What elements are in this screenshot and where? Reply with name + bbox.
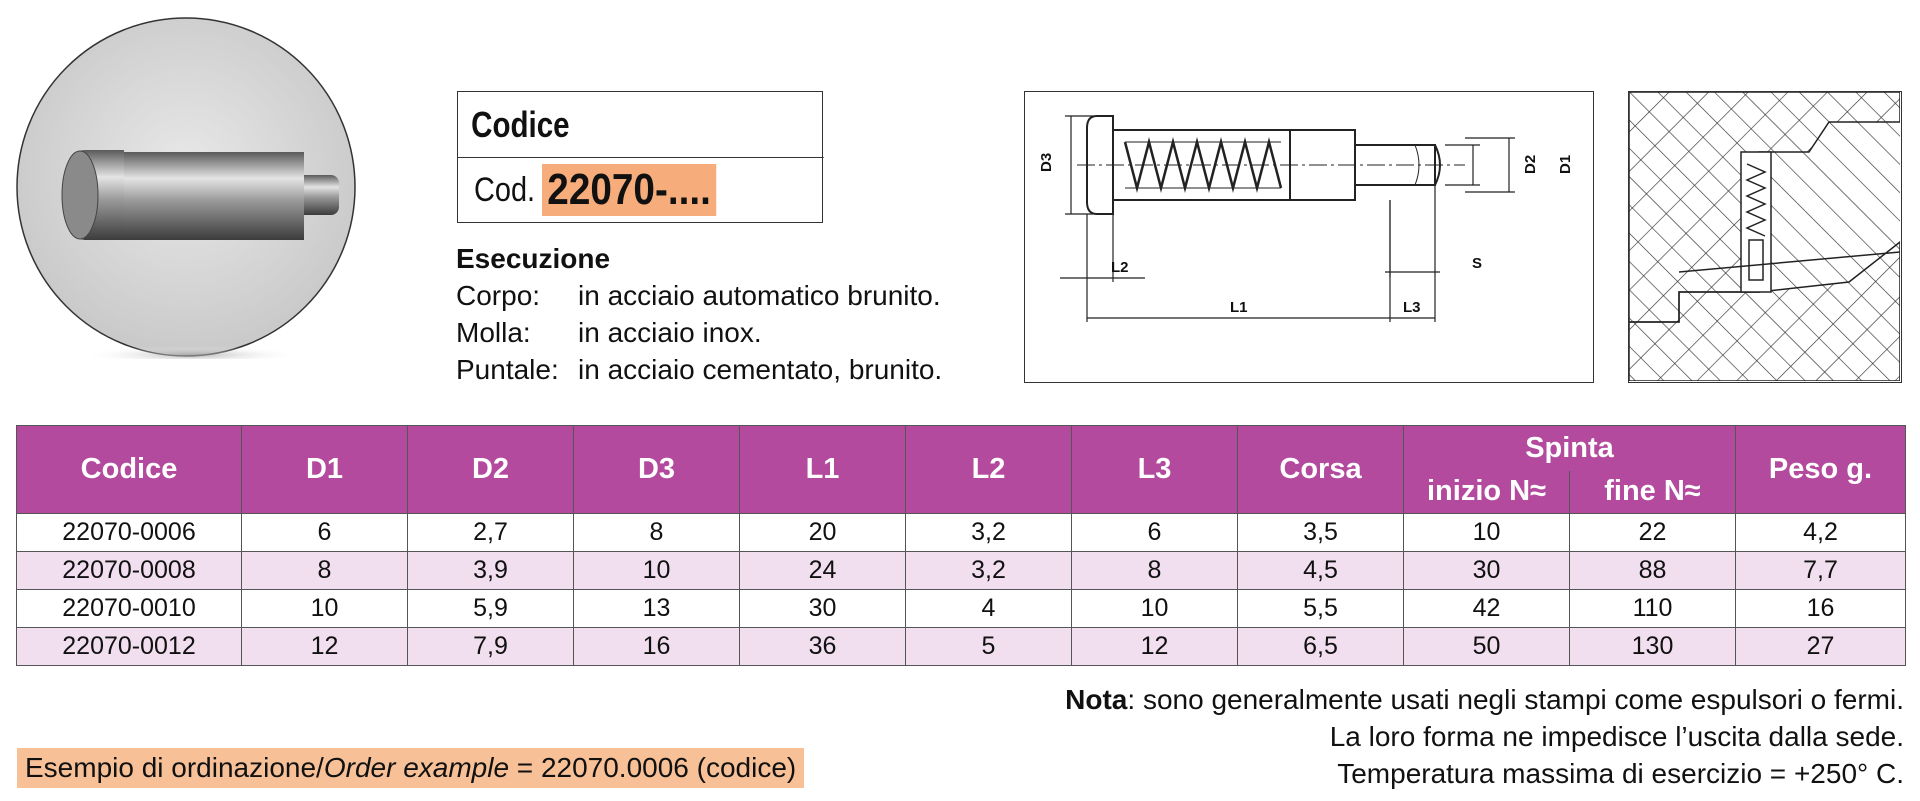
table-cell: 22	[1570, 514, 1736, 552]
table-cell: 3,9	[408, 552, 574, 590]
cod-label: Cod.	[474, 170, 536, 209]
dim-l3-label: L3	[1403, 299, 1421, 316]
dim-l1-label: L1	[1230, 299, 1248, 316]
table-cell: 10	[242, 590, 408, 628]
table-cell: 7,9	[408, 628, 574, 666]
col-header-inizio: inizio N≈	[1404, 471, 1570, 514]
dim-l2-label: L2	[1111, 259, 1129, 276]
table-cell: 6,5	[1238, 628, 1404, 666]
execution-section	[456, 240, 942, 388]
technical-drawing	[1024, 91, 1594, 383]
col-header-spinta: Spinta	[1404, 426, 1736, 471]
table-cell: 4	[906, 590, 1072, 628]
col-header-d3: D3	[574, 426, 740, 514]
table-cell-code: 22070-0006	[17, 514, 242, 552]
table-cell: 4,5	[1238, 552, 1404, 590]
table-cell: 5	[906, 628, 1072, 666]
table-cell: 8	[574, 514, 740, 552]
product-photo	[14, 15, 358, 359]
table-cell: 4,2	[1736, 514, 1906, 552]
col-header-d2: D2	[408, 426, 574, 514]
table-row	[17, 552, 1906, 590]
execution-label: Corpo:	[456, 280, 541, 311]
table-row	[17, 590, 1906, 628]
execution-row	[456, 314, 942, 351]
table-cell: 10	[1404, 514, 1570, 552]
col-header-l2: L2	[906, 426, 1072, 514]
table-cell: 3,2	[906, 514, 1072, 552]
execution-title: Esecuzione	[456, 243, 611, 274]
note-label: Nota	[1065, 684, 1128, 715]
table-cell-code: 22070-0008	[17, 552, 242, 590]
table-cell: 5,9	[408, 590, 574, 628]
execution-text: in acciaio inox.	[578, 317, 762, 348]
table-cell: 12	[242, 628, 408, 666]
table-cell: 110	[1570, 590, 1736, 628]
table-cell: 2,7	[408, 514, 574, 552]
note-section	[1065, 681, 1904, 792]
table-body	[17, 514, 1906, 666]
table-cell: 3,5	[1238, 514, 1404, 552]
table-cell: 42	[1404, 590, 1570, 628]
dim-s-label: S	[1472, 255, 1483, 272]
col-header-codice: Codice	[17, 426, 242, 514]
table-cell: 8	[1072, 552, 1238, 590]
col-header-d1: D1	[242, 426, 408, 514]
table-cell: 30	[1404, 552, 1570, 590]
table-cell: 30	[740, 590, 906, 628]
order-example	[17, 748, 804, 788]
code-box	[457, 91, 823, 223]
col-header-peso: Peso g.	[1736, 426, 1906, 514]
table-cell: 27	[1736, 628, 1906, 666]
execution-row	[456, 351, 942, 388]
section-drawing	[1628, 91, 1902, 383]
execution-row	[456, 277, 942, 314]
table-cell: 3,2	[906, 552, 1072, 590]
table-cell: 10	[574, 552, 740, 590]
table-cell: 24	[740, 552, 906, 590]
table-row	[17, 628, 1906, 666]
col-header-l1: L1	[740, 426, 906, 514]
table-cell: 6	[1072, 514, 1238, 552]
note-line	[1065, 681, 1904, 718]
table-cell: 16	[574, 628, 740, 666]
table-cell: 10	[1072, 590, 1238, 628]
dim-d3-label: D3	[1038, 152, 1055, 172]
dimensions-table	[16, 425, 1906, 666]
note-text: : sono generalmente usati negli stampi come espulsori o fermi.	[1127, 684, 1904, 715]
table-cell: 50	[1404, 628, 1570, 666]
table-cell: 16	[1736, 590, 1906, 628]
dim-d2-label: D2	[1522, 154, 1539, 174]
code-box-header: Codice	[458, 92, 824, 158]
table-cell: 12	[1072, 628, 1238, 666]
col-header-l3: L3	[1072, 426, 1238, 514]
col-header-corsa: Corsa	[1238, 426, 1404, 514]
table-cell: 6	[242, 514, 408, 552]
cod-number: 22070-....	[542, 164, 716, 216]
table-cell: 8	[242, 552, 408, 590]
execution-text: in acciaio cementato, brunito.	[578, 354, 943, 385]
table-cell: 7,7	[1736, 552, 1906, 590]
order-suffix: = 22070.0006 (codice)	[509, 752, 797, 783]
dim-d1-label: D1	[1557, 154, 1574, 174]
note-line: Temperatura massima di esercizio = +250° C.	[1337, 758, 1904, 789]
execution-label: Molla:	[456, 317, 531, 348]
table-row	[17, 514, 1906, 552]
code-box-row	[458, 158, 822, 222]
table-cell: 88	[1570, 552, 1736, 590]
table-cell: 130	[1570, 628, 1736, 666]
table-cell-code: 22070-0012	[17, 628, 242, 666]
table-cell: 36	[740, 628, 906, 666]
table-cell: 5,5	[1238, 590, 1404, 628]
table-cell: 20	[740, 514, 906, 552]
note-line: La loro forma ne impedisce l’uscita dalla sede.	[1329, 721, 1904, 752]
table-cell: 13	[574, 590, 740, 628]
order-italic: Order example	[323, 752, 510, 783]
execution-label: Puntale:	[456, 354, 559, 385]
order-prefix: Esempio di ordinazione/	[25, 752, 324, 783]
table-cell-code: 22070-0010	[17, 590, 242, 628]
col-header-fine: fine N≈	[1570, 471, 1736, 514]
execution-text: in acciaio automatico brunito.	[578, 280, 941, 311]
